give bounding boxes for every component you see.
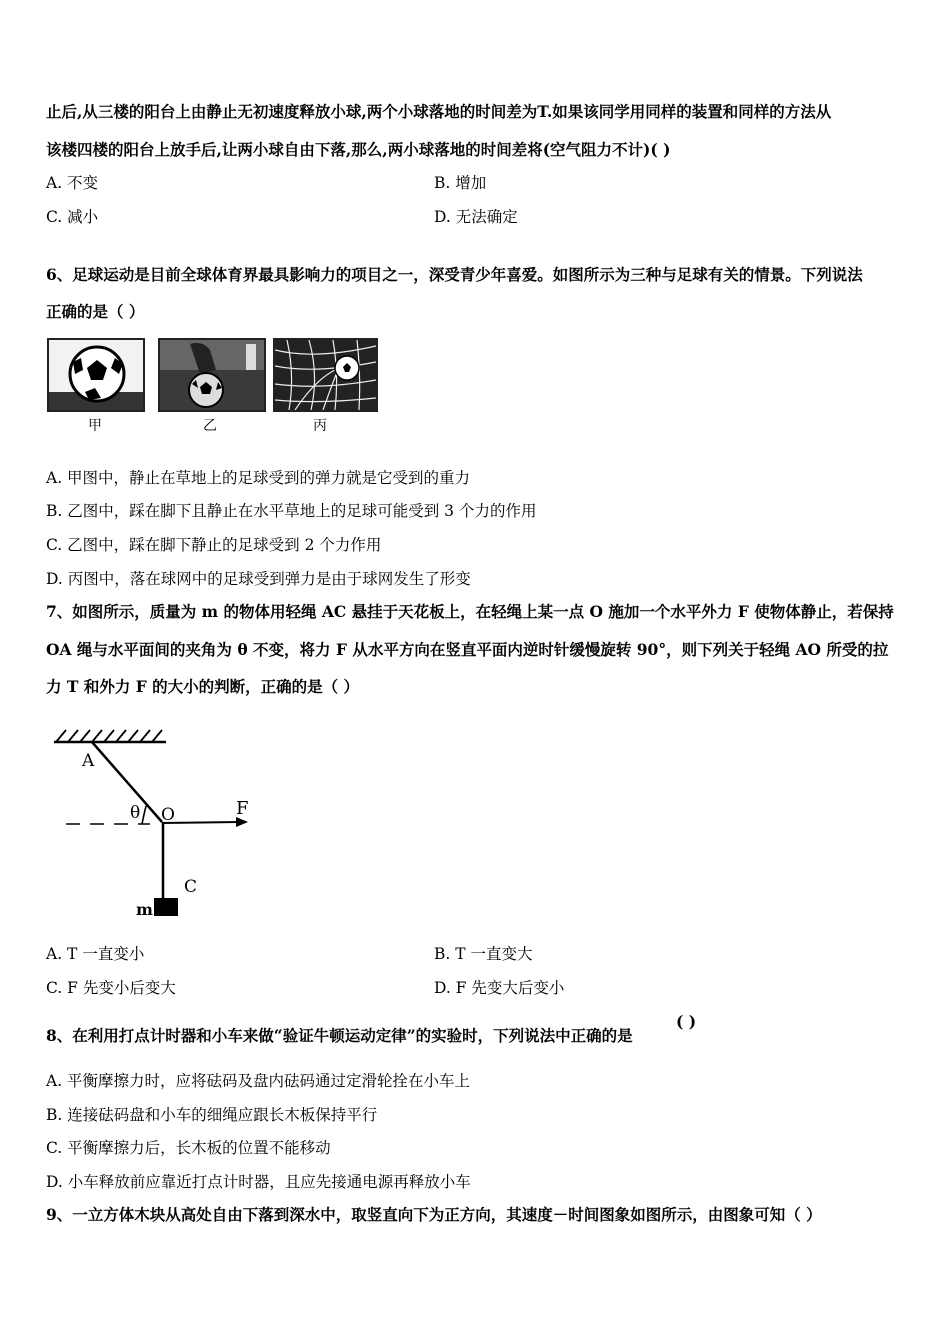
football-photo-bing [273,338,378,412]
q8-option-a: A. 平衡摩擦力时，应将砝码及盘内砝码通过定滑轮拴在小车上 [46,1072,471,1090]
football-photo-jia [47,338,145,412]
football-on-grass-illustration [49,340,143,410]
q5-text-line2: 该楼四楼的阳台上放手后,让两小球自由下落,那么,两小球落地的时间差将(空气阻力不计)( ) [46,140,671,159]
q7-text-line2: OA 绳与水平面间的夹角为 θ 不变，将力 F 从水平方向在竖直平面内逆时针缓慢旋转 90°，则下列关于轻绳 AO 所受的拉 [46,640,889,659]
q5-option-b: B. 增加 [434,174,487,192]
mass-block [154,898,178,916]
q7-text-line3: 力 T 和外力 F 的大小的判断，正确的是（ ） [46,677,360,696]
q5-text-line1: 止后,从三楼的阳台上由静止无初速度释放小球,两个小球落地的时间差为T.如果该同学用同样的装置和同样的方法从 [46,102,832,121]
label-theta: θ [130,803,141,823]
label-f: F [236,798,249,819]
q5-option-a: A. 不变 [46,174,99,192]
label-c: C [184,877,198,897]
caption-bing: 丙 [313,418,327,434]
q6-text-line1: 6、足球运动是目前全球体育界最具影响力的项目之一，深受青少年喜爱。如图所示为三种与足球有关的情景。下列说法 [46,265,863,284]
q7-option-c: C. F 先变小后变大 [46,979,176,997]
foot-on-ball-illustration [160,340,264,410]
theta-arc [142,806,146,824]
q8-option-d: D. 小车释放前应靠近打点计时器，且应先接通电源再释放小车 [46,1173,471,1191]
rope-force-diagram [50,722,270,922]
q6-option-c: C. 乙图中，踩在脚下静止的足球受到 2 个力作用 [46,536,382,554]
ceiling-hatch [56,730,162,742]
label-o: O [161,805,175,825]
label-a: A [82,751,95,771]
q8-text-line1: 8、在利用打点计时器和小车来做“验证牛顿运动定律”的实验时，下列说法中正确的是 [46,1026,633,1045]
q6-option-d: D. 丙图中，落在球网中的足球受到弹力是由于球网发生了形变 [46,570,471,588]
q6-option-a: A. 甲图中，静止在草地上的足球受到的弹力就是它受到的重力 [46,469,471,487]
label-m: m [136,900,153,919]
q8-answer-paren: ( ) [676,1012,697,1031]
q9-text-line1: 9、一立方体木块从高处自由下落到深水中，取竖直向下为正方向，其速度－时间图象如图所示，由图象可知（ ） [46,1205,822,1224]
q8-option-c: C. 平衡摩擦力后，长木板的位置不能移动 [46,1139,331,1157]
caption-jia: 甲 [88,418,102,434]
ball-in-net-illustration [275,340,376,410]
q5-option-d: D. 无法确定 [434,208,518,226]
football-photo-yi [158,338,266,412]
q7-option-d: D. F 先变大后变小 [434,979,565,997]
q8-option-b: B. 连接砝码盘和小车的细绳应跟长木板保持平行 [46,1106,378,1124]
q7-option-b: B. T 一直变大 [434,945,533,963]
caption-yi: 乙 [203,418,217,434]
rope-oa [92,742,162,822]
q7-text-line1: 7、如图所示，质量为 m 的物体用轻绳 AC 悬挂于天花板上，在轻绳上某一点 O 施加一个水平外力 F 使物体静止，若保持 [46,602,894,621]
q6-text-line2: 正确的是（ ） [46,302,145,321]
q5-option-c: C. 减小 [46,208,99,226]
q6-option-b: B. 乙图中，踩在脚下且静止在水平草地上的足球可能受到 3 个力的作用 [46,502,537,520]
q7-option-a: A. T 一直变小 [46,945,145,963]
